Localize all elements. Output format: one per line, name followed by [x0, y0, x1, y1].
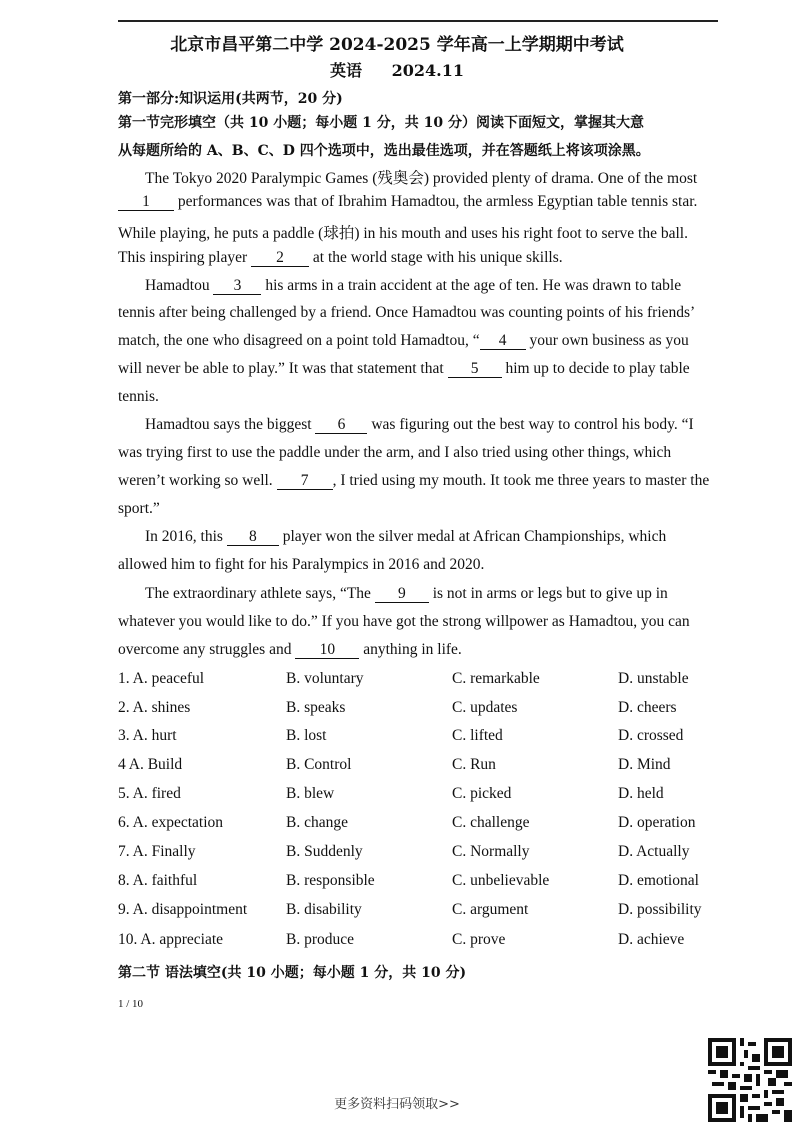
blank-10: 10: [295, 641, 359, 659]
option-8a: 8. A. faithful: [118, 872, 198, 889]
option-8b: B. responsible: [286, 872, 375, 889]
option-7d: D. Actually: [618, 843, 690, 860]
passage-line-18: overcome any struggles and 10 anything in life.: [118, 641, 462, 658]
option-4c: C. Run: [452, 756, 496, 773]
option-5a: 5. A. fired: [118, 785, 181, 802]
option-5c: C. picked: [452, 785, 512, 802]
option-2d: D. cheers: [618, 699, 677, 716]
blank-2: 2: [251, 249, 309, 267]
option-10c: C. prove: [452, 931, 506, 948]
blank-4: 4: [480, 332, 526, 350]
section1-instructions-1: 第一节完形填空（共 10 小题；每小题 1 分，共 10 分）阅读下面短文，掌握其大意: [118, 115, 644, 131]
option-3d: D. crossed: [618, 727, 684, 744]
passage-line-4: This inspiring player 2 at the world stage with his unique skills.: [118, 249, 563, 266]
option-5b: B. blew: [286, 785, 335, 802]
option-6c: C. challenge: [452, 814, 530, 831]
part1-heading: 第一部分:知识运用(共两节，20 分): [118, 91, 343, 107]
option-5d: D. held: [618, 785, 664, 802]
option-10d: D. achieve: [618, 931, 685, 948]
passage-line-3: While playing, he puts a paddle (球拍) in his mouth and uses his right foot to serve the ball.: [118, 225, 688, 242]
passage-line-5: Hamadtou 3 his arms in a train accident at the age of ten. He was drawn to table: [145, 277, 682, 294]
passage-line-9: tennis.: [118, 388, 159, 405]
option-8c: C. unbelievable: [452, 872, 550, 889]
page-number: 1 / 10: [118, 998, 144, 1010]
passage-line-13: sport.”: [118, 500, 160, 517]
option-2a: 2. A. shines: [118, 699, 191, 716]
exam-date: 2024.11: [391, 61, 464, 80]
section1-instructions-2: 从每题所给的 A、B、C、D 四个选项中，选出最佳选项，并在答题纸上将该项涂黑。: [118, 143, 650, 159]
passage-line-8: will never be able to play.” It was that statement that 5 him up to decide to play table: [118, 360, 690, 377]
blank-5: 5: [448, 360, 502, 378]
option-6a: 6. A. expectation: [118, 814, 224, 831]
passage-line-1: The Tokyo 2020 Paralympic Games (残奥会) provided plenty of drama. One of the most: [145, 170, 698, 187]
option-10b: B. produce: [286, 931, 355, 948]
passage-line-12: weren’t working so well. 7 , I tried using my mouth. It took me three years to master the: [118, 472, 710, 489]
passage-line-16: The extraordinary athlete says, “The 9 is not in arms or legs but to give up in: [145, 585, 668, 602]
qr-code-icon[interactable]: [708, 1038, 792, 1122]
passage-line-15: allowed him to fight for his Paralympics in 2016 and 2020.: [118, 556, 485, 573]
section2-heading: 第二节 语法填空(共 10 小题；每小题 1 分，共 10 分): [118, 965, 467, 981]
more-resources-link[interactable]: 更多资料扫码领取>>: [334, 1097, 460, 1112]
option-1c: C. remarkable: [452, 670, 540, 687]
blank-6: 6: [315, 416, 367, 434]
passage-line-17: whatever you would like to do.” If you have got the strong willpower as Hamadtou, you can: [118, 613, 690, 630]
top-rule: [118, 20, 718, 22]
option-4b: B. Control: [286, 756, 352, 773]
option-6d: D. operation: [618, 814, 696, 831]
exam-title: 北京市昌平第二中学 2024-2025 学年高一上学期期中考试: [170, 35, 624, 55]
option-7a: 7. A. Finally: [118, 843, 196, 860]
option-3b: B. lost: [286, 727, 327, 744]
blank-1: 1: [118, 193, 174, 211]
option-9d: D. possibility: [618, 901, 702, 918]
blank-9: 9: [375, 585, 429, 603]
option-10a: 10. A. appreciate: [118, 931, 224, 948]
passage-line-11: was trying first to use the paddle under the arm, and I also tried using other things, which: [118, 444, 672, 461]
passage-line-10: Hamadtou says the biggest 6 was figuring out the best way to control his body. “I: [145, 416, 694, 433]
option-7b: B. Suddenly: [286, 843, 363, 860]
option-2c: C. updates: [452, 699, 518, 716]
option-1b: B. voluntary: [286, 670, 364, 687]
blank-8: 8: [227, 528, 279, 546]
subject-line: [0, 58, 794, 81]
option-6b: B. change: [286, 814, 348, 831]
option-8d: D. emotional: [618, 872, 699, 889]
option-9a: 9. A. disappointment: [118, 901, 248, 918]
option-1d: D. unstable: [618, 670, 689, 687]
option-4d: D. Mind: [618, 756, 671, 773]
passage-line-2: 1 performances was that of Ibrahim Hamadtou, the armless Egyptian table tennis star.: [118, 193, 697, 211]
option-3a: 3. A. hurt: [118, 727, 177, 744]
option-7c: C. Normally: [452, 843, 530, 860]
blank-3: 3: [213, 277, 261, 295]
passage-line-14: In 2016, this 8 player won the silver medal at African Championships, which: [145, 528, 667, 545]
subject: 英语: [330, 61, 363, 80]
option-9b: B. disability: [286, 901, 362, 918]
option-9c: C. argument: [452, 901, 529, 918]
option-4a: 4 A. Build: [118, 756, 183, 773]
passage-line-7: match, the one who disagreed on a point told Hamadtou, “ 4 your own business as you: [118, 332, 689, 349]
option-1a: 1. A. peaceful: [118, 670, 205, 687]
option-3c: C. lifted: [452, 727, 503, 744]
option-2b: B. speaks: [286, 699, 346, 716]
passage-line-6: tennis after being challenged by a friend. Once Hamadtou was counting points of his friends’: [118, 304, 696, 321]
blank-7: 7: [277, 472, 333, 490]
